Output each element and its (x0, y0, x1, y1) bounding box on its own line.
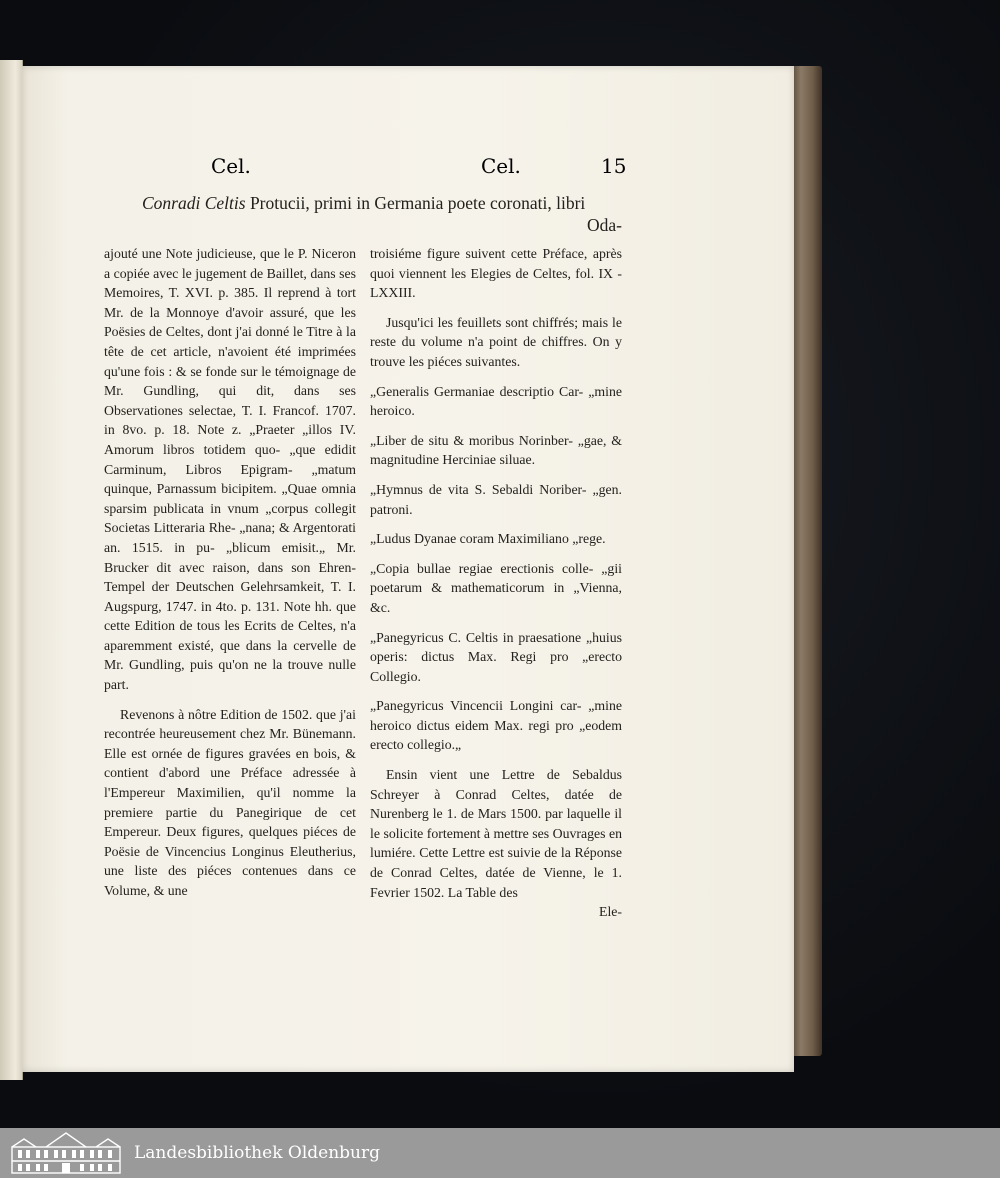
running-head-left: Cel. (211, 154, 251, 178)
book-left-edge (0, 60, 23, 1080)
paragraph: Revenons à nôtre Edition de 1502. que j'ai recontrée heureusement chez Mr. Bünemann. Elle est ornée de figures gravées en bois, & contient d'abord une Préface adressée à l'Empereur Maximilien, qu'il nomme la premiere partie du Panegirique de cet Empereur. Deux figures, quelques piéces de Poësie de Vincencius Longinus Eleutherius, une liste des piéces contenues dans ce Volume, & une (104, 706, 356, 898)
footer-bar (0, 1128, 1000, 1178)
paragraph: troisiéme figure suivent cette Préface, après quoi viennent les Elegies de Celtes, fol. IX - LXXIII. (370, 246, 622, 301)
catchword: Ele- (599, 904, 622, 920)
list-item: „Hymnus de vita S. Sebaldi Noriber- „gen. patroni. (370, 481, 622, 517)
library-building-icon (10, 1131, 122, 1175)
paragraph: Jusqu'ici les feuillets sont chiffrés; mais le reste du volume n'a point de chiffres. On y trouve les piéces suivantes. (370, 314, 622, 369)
page-number: 15 (601, 154, 627, 178)
library-name: Landesbibliothek Oldenburg (134, 1143, 381, 1163)
paragraph: Ensin vient une Lettre de Sebaldus Schreyer à Conrad Celtes, datée de Nurenberg le 1. de Mars 1500. par laquelle il le solicite fortement à mettre ses Ouvrages en lumiére. Cette Lettre est suivie de la Réponse de Conrad Celtes, datée de Vienne, le 1. Fevrier 1502. La Table des (370, 767, 622, 900)
title-author: Conradi Celtis (142, 193, 246, 213)
running-head (105, 150, 625, 180)
list-item: „Panegyricus C. Celtis in praesatione „huius operis: dictus Max. Regi pro „erecto Collegio. (370, 629, 622, 684)
list-item: „Panegyricus Vincencii Longini car- „mine heroico dictus eidem Max. regi pro „eodem erecto collegio.„ (370, 698, 622, 753)
left-column (104, 244, 356, 911)
right-column (370, 244, 622, 922)
running-head-center: Cel. (481, 154, 521, 178)
list-item: „Ludus Dyanae coram Maximiliano „rege. (370, 531, 606, 547)
list-item: „Generalis Germaniae descriptio Car- „mine heroico. (370, 383, 622, 419)
list-item: „Liber de situ & moribus Norinber- „gae, & magnitudine Herciniae siluae. (370, 432, 622, 468)
paragraph: ajouté une Note judicieuse, que le P. Niceron a copiée avec le jugement de Baillet, dans ses Memoires, T. XVI. p. 385. Il reprend à tort Mr. de la Monnoye d'avoir assuré, que les Poësies de Celtes, dont j'ai donné le Titre à la tête de cet article, n'avoient été imprimées qu'une fois : & se fonde sur le témoignage de Mr. Gundling, qui dit, dans ses Observationes selectae, T. I. Francof. 1707. in 8vo. p. 18. Note z. „Praeter „illos IV. Amorum libros totidem quo- „que edidit Carminum, Libros Epigram- „matum quinque, Parnassum bicipitem. „Quae omnia sparsim publicata in vnum „corpus collegit Societas Litteraria Rhe- „nana; & Argentorati an. 1515. in pu- „blicum emisit.„ Mr. Brucker dit avec raison, dans son Ehren-Tempel der Deutschen Gelehrsamkeit, T. I. Augspurg, 1747. in 4to. p. 131. Note hh. que cette Edition de tous les Ecrits de Celtes, n'a aparemment existé, que dans la cervelle de Mr. Gundling, puis qu'on ne la trouve nulle part. (104, 246, 356, 693)
list-item: „Copia bullae regiae erectionis colle- „gii poetarum & mathematicorum in „Vienna, &c. (370, 560, 622, 615)
title-catchword: Oda- (587, 215, 622, 235)
book-title (142, 192, 622, 236)
book-cover-edge (792, 66, 822, 1056)
title-rest: Protucii, primi in Germania poete coronati, libri (249, 193, 586, 213)
